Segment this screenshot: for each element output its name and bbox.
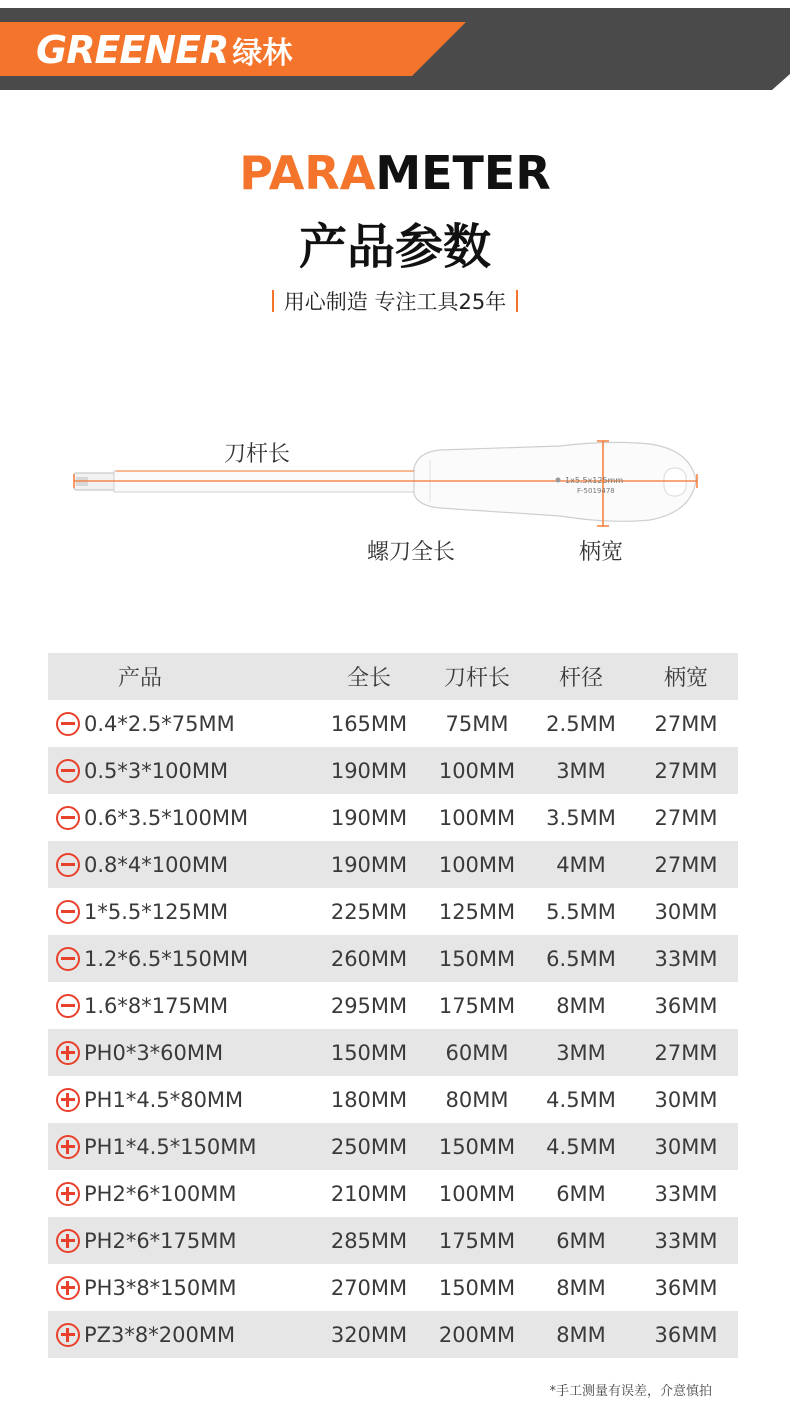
product-name: 0.8*4*100MM [84, 852, 229, 877]
product-name-cell [48, 982, 312, 1029]
total-length-cell: 150MM [312, 1029, 426, 1076]
header-blade-length: 刀杆长 [426, 653, 528, 700]
table-row [48, 1170, 738, 1217]
table-row [48, 1311, 738, 1358]
blade-length-cell: 100MM [426, 841, 528, 888]
slotted-icon [56, 853, 80, 877]
slotted-icon [56, 759, 80, 783]
table-row [48, 841, 738, 888]
product-name-cell [48, 700, 312, 747]
handle-width-cell: 27MM [634, 1029, 738, 1076]
screwdriver-illustration [0, 400, 790, 600]
slogan-text: 用心制造 专注工具25年 [283, 290, 507, 314]
handle-print-code: F-5019478 [577, 487, 615, 495]
slotted-icon [56, 900, 80, 924]
handle-width-cell: 30MM [654, 899, 718, 924]
product-name: PH1*4.5*150MM [84, 1134, 257, 1159]
table-row [48, 1217, 738, 1264]
handle-width-cell: 27MM [634, 841, 738, 888]
blade-length-cell: 125MM [438, 899, 516, 924]
handle-width-cell: 27MM [654, 805, 718, 830]
total-length-cell: 210MM [330, 1181, 408, 1206]
product-name: 0.5*3*100MM [84, 758, 229, 783]
blade-length-cell: 150MM [426, 1123, 528, 1170]
product-name-cell [48, 794, 312, 841]
label-total-length: 螺刀全长 [367, 540, 456, 565]
handle-width-cell: 36MM [654, 993, 718, 1018]
brand-name-en: GREENER [36, 28, 229, 72]
total-length-cell: 270MM [330, 1275, 408, 1300]
table-row [48, 1029, 738, 1076]
total-length-cell: 190MM [330, 805, 408, 830]
slogan [0, 286, 790, 316]
shaft-diameter-cell: 4MM [528, 841, 634, 888]
total-length-cell: 180MM [330, 1087, 408, 1112]
blade-length-cell: 100MM [438, 805, 516, 830]
brand-logo [36, 30, 292, 70]
blade-length-cell: 80MM [445, 1087, 509, 1112]
phillips-icon [56, 1276, 80, 1300]
shaft-diameter-cell: 8MM [556, 1275, 606, 1300]
product-name: PH0*3*60MM [84, 1040, 224, 1065]
shaft-diameter-cell: 8MM [528, 1311, 634, 1358]
blade-length-cell: 60MM [426, 1029, 528, 1076]
product-name: 1.6*8*175MM [84, 993, 229, 1018]
total-length-cell: 260MM [312, 935, 426, 982]
total-length-cell: 225MM [330, 899, 408, 924]
product-name-cell [48, 1123, 312, 1170]
handle-width-cell: 27MM [654, 711, 718, 736]
product-name: PZ3*8*200MM [84, 1322, 236, 1347]
phillips-icon [56, 1088, 80, 1112]
total-length-cell: 295MM [330, 993, 408, 1018]
table-row [48, 700, 738, 747]
title-rest: METER [375, 146, 551, 200]
label-handle-width: 柄宽 [579, 540, 624, 565]
slotted-icon [56, 994, 80, 1018]
handle-width-cell: 33MM [654, 1181, 718, 1206]
shaft-diameter-cell: 8MM [556, 993, 606, 1018]
product-name-cell [48, 1076, 312, 1123]
product-name: PH3*8*150MM [84, 1275, 237, 1300]
table-row [48, 1076, 738, 1123]
footnote: *手工测量有误差，介意慎拍 [549, 1384, 712, 1399]
title-accent: PARA [239, 146, 376, 200]
blade-length-cell: 100MM [438, 1181, 516, 1206]
screwdriver-diagram [0, 400, 790, 600]
blade-length-cell: 200MM [426, 1311, 528, 1358]
product-name-cell [48, 1029, 312, 1076]
slotted-icon [56, 947, 80, 971]
table-row [48, 1123, 738, 1170]
slogan-bar-left [272, 290, 274, 312]
product-name: 0.6*3.5*100MM [84, 805, 249, 830]
product-name-cell [48, 888, 312, 935]
shaft-diameter-cell: 6.5MM [528, 935, 634, 982]
product-name: 0.4*2.5*75MM [84, 711, 235, 736]
spec-table [48, 653, 738, 1358]
handle-width-cell: 33MM [634, 935, 738, 982]
blade-length-cell: 175MM [438, 993, 516, 1018]
table-body [48, 700, 738, 1358]
handle-width-cell: 30MM [634, 1123, 738, 1170]
section-title-cn: 产品参数 [298, 219, 491, 275]
brand-name-cn: 绿林 [232, 36, 293, 71]
product-name-cell [48, 1264, 312, 1311]
table-row [48, 982, 738, 1029]
table-row [48, 888, 738, 935]
product-name-cell [48, 1311, 312, 1358]
shaft-diameter-cell: 4.5MM [546, 1087, 616, 1112]
header-shaft-diameter: 杆径 [528, 653, 634, 700]
table-row [48, 794, 738, 841]
total-length-cell: 285MM [312, 1217, 426, 1264]
product-name-cell [48, 747, 312, 794]
handle-width-cell: 36MM [654, 1275, 718, 1300]
shaft-diameter-cell: 3MM [528, 747, 634, 794]
shaft-diameter-cell: 4.5MM [528, 1123, 634, 1170]
table-row [48, 1264, 738, 1311]
product-name-cell [48, 935, 312, 982]
total-length-cell: 320MM [312, 1311, 426, 1358]
product-name-cell [48, 841, 312, 888]
slogan-bar-right [516, 290, 518, 312]
shaft-diameter-cell: 3.5MM [546, 805, 616, 830]
header-banner [0, 8, 790, 90]
shaft-diameter-cell: 5.5MM [546, 899, 616, 924]
total-length-cell: 165MM [330, 711, 408, 736]
product-name: 1.2*6.5*150MM [84, 946, 249, 971]
total-length-cell: 250MM [312, 1123, 426, 1170]
handle-width-cell: 27MM [634, 747, 738, 794]
handle-width-cell: 30MM [654, 1087, 718, 1112]
handle-print-size: 1x5.5x125mm [565, 476, 624, 485]
product-name: PH1*4.5*80MM [84, 1087, 244, 1112]
product-name: PH2*6*100MM [84, 1181, 237, 1206]
phillips-icon [56, 1135, 80, 1159]
header-total-length: 全长 [312, 653, 426, 700]
total-length-cell: 190MM [312, 747, 426, 794]
total-length-cell: 190MM [312, 841, 426, 888]
handle-width-cell: 36MM [634, 1311, 738, 1358]
blade-length-cell: 75MM [445, 711, 509, 736]
phillips-icon [56, 1182, 80, 1206]
blade-length-cell: 100MM [426, 747, 528, 794]
product-name: PH2*6*175MM [84, 1228, 237, 1253]
table-row [48, 935, 738, 982]
product-name: 1*5.5*125MM [84, 899, 229, 924]
product-name-cell [48, 1170, 312, 1217]
label-blade-length: 刀杆长 [224, 442, 291, 467]
handle-width-cell: 33MM [634, 1217, 738, 1264]
table-header-row [48, 653, 738, 700]
phillips-icon [56, 1229, 80, 1253]
phillips-icon [56, 1323, 80, 1347]
blade-length-cell: 150MM [438, 1275, 516, 1300]
shaft-diameter-cell: 3MM [528, 1029, 634, 1076]
blade-length-cell: 150MM [426, 935, 528, 982]
table-row [48, 747, 738, 794]
product-name-cell [48, 1217, 312, 1264]
header-handle-width: 柄宽 [634, 653, 738, 700]
shaft-diameter-cell: 6MM [556, 1181, 606, 1206]
slotted-icon [56, 712, 80, 736]
blade-length-cell: 175MM [426, 1217, 528, 1264]
shaft-diameter-cell: 2.5MM [546, 711, 616, 736]
phillips-icon [56, 1041, 80, 1065]
shaft-diameter-cell: 6MM [528, 1217, 634, 1264]
slotted-icon [56, 806, 80, 830]
header-product: 产品 [48, 653, 312, 700]
section-title-en [0, 146, 790, 200]
